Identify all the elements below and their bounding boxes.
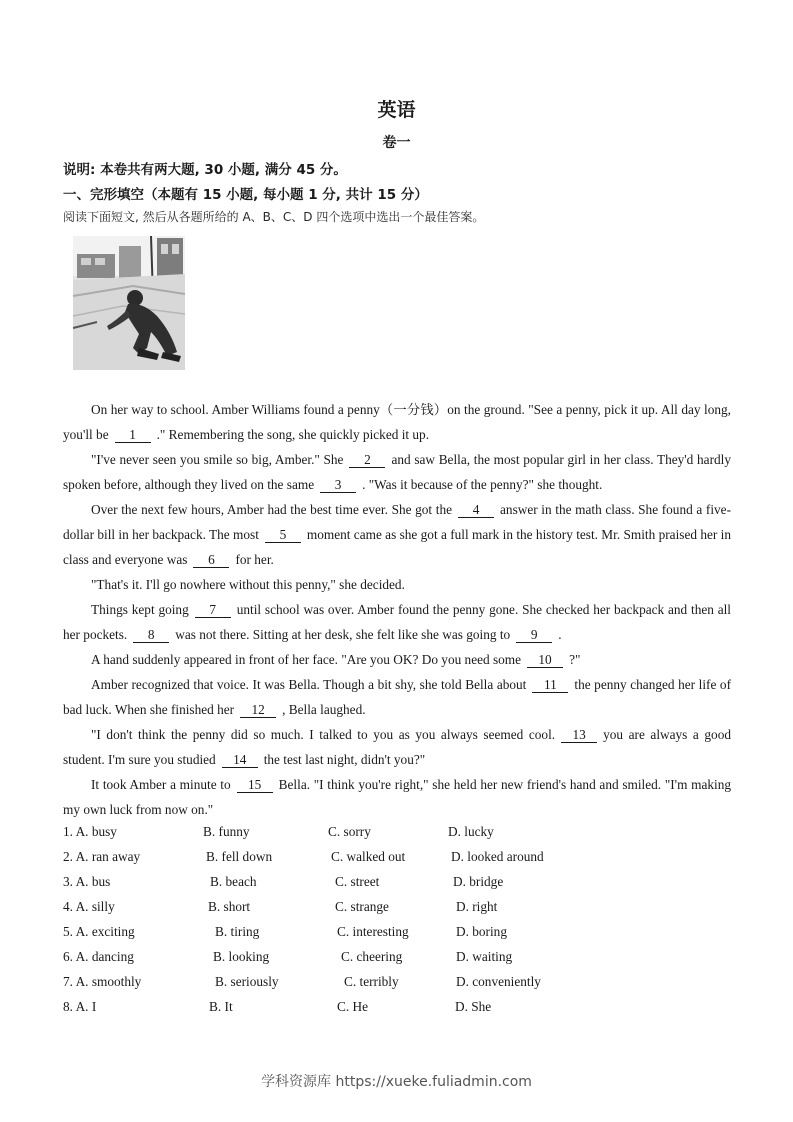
option-row bbox=[63, 919, 731, 944]
option-d: D. She bbox=[455, 999, 492, 1014]
blank-9: 9 bbox=[516, 627, 552, 643]
passage-paragraph: Things kept going 7 until school was over. Amber found the penny gone. She checked her backpack and then all her pockets. 8 was not there. Sitting at her desk, she felt like she was going to 9 . bbox=[63, 602, 731, 642]
option-a: 1. A. busy bbox=[63, 824, 117, 839]
blank-2: 2 bbox=[349, 452, 385, 468]
option-row bbox=[63, 969, 731, 994]
option-c: C. terribly bbox=[344, 974, 399, 989]
option-b: B. short bbox=[208, 899, 251, 914]
option-b: B. funny bbox=[203, 824, 250, 839]
reading-passage bbox=[63, 397, 731, 822]
blank-15: 15 bbox=[237, 777, 273, 793]
page-title: 英语 bbox=[377, 99, 416, 121]
option-d: D. bridge bbox=[453, 874, 504, 889]
option-b: B. It bbox=[209, 999, 233, 1014]
option-row bbox=[63, 894, 731, 919]
passage-paragraph: "I've never seen you smile so big, Amber." She 2 and saw Bella, the most popular girl in her class. They'd hardly spoken before, although they lived on the same 3 . "Was it because of the penny?" she thought. bbox=[63, 452, 731, 492]
blank-8: 8 bbox=[133, 627, 169, 643]
option-b: B. tiring bbox=[215, 924, 260, 939]
passage-paragraph: "I don't think the penny did so much. I talked to you as you always seemed cool. 13 you are always a good student. I'm sure you studied 14 the test last night, didn't you?" bbox=[63, 727, 731, 767]
option-b: B. looking bbox=[213, 949, 270, 964]
boy-picking-penny-illustration bbox=[73, 236, 185, 370]
passage-paragraph: Amber recognized that voice. It was Bella. Though a bit shy, she told Bella about 11 the penny changed her life of bad luck. When she finished her 12 , Bella laughed. bbox=[63, 677, 731, 717]
blank-7: 7 bbox=[195, 602, 231, 618]
passage-paragraph: It took Amber a minute to 15 Bella. "I think you're right," she held her new friend's hand and smiled. "I'm making my own luck from now on." bbox=[63, 777, 731, 817]
option-a: 2. A. ran away bbox=[63, 849, 141, 864]
option-row bbox=[63, 944, 731, 969]
option-d: D. waiting bbox=[456, 949, 513, 964]
option-c: C. cheering bbox=[341, 949, 403, 964]
section-heading: 一、完形填空（本题有 15 小题, 每小题 1 分, 共计 15 分） bbox=[63, 187, 428, 203]
blank-10: 10 bbox=[527, 652, 563, 668]
option-a: 5. A. exciting bbox=[63, 924, 135, 939]
option-row bbox=[63, 994, 731, 1019]
section-instruction: 阅读下面短文, 然后从各题所给的 A、B、C、D 四个选项中选出一个最佳答案。 bbox=[63, 210, 485, 224]
passage-paragraph: "That's it. I'll go nowhere without this penny," she decided. bbox=[91, 577, 405, 592]
passage-paragraph: A hand suddenly appeared in front of her face. "Are you OK? Do you need some 10 ?" bbox=[91, 652, 581, 667]
option-c: C. interesting bbox=[337, 924, 409, 939]
option-b: B. beach bbox=[210, 874, 257, 889]
option-row bbox=[63, 819, 731, 844]
page-subtitle: 卷一 bbox=[382, 135, 411, 151]
option-b: B. fell down bbox=[206, 849, 273, 864]
option-b: B. seriously bbox=[215, 974, 279, 989]
blank-1: 1 bbox=[115, 427, 151, 443]
option-a: 8. A. I bbox=[63, 999, 97, 1014]
option-c: C. walked out bbox=[331, 849, 406, 864]
option-c: C. He bbox=[337, 999, 369, 1014]
option-d: D. boring bbox=[456, 924, 507, 939]
footer-watermark: 学科资源库 https://xueke.fuliadmin.com bbox=[261, 1074, 532, 1090]
option-c: C. strange bbox=[335, 899, 389, 914]
option-a: 4. A. silly bbox=[63, 899, 115, 914]
blank-13: 13 bbox=[561, 727, 597, 743]
exam-note: 说明: 本卷共有两大题, 30 小题, 满分 45 分。 bbox=[63, 162, 347, 178]
option-c: C. street bbox=[335, 874, 380, 889]
passage-paragraph: Over the next few hours, Amber had the best time ever. She got the 4 answer in the math class. She found a five-dollar bill in her backpack. The most 5 moment came as she got a full mark in the history test. Mr. Smith praised her in class and everyone was 6 for her. bbox=[63, 502, 731, 567]
option-a: 7. A. smoothly bbox=[63, 974, 142, 989]
blank-14: 14 bbox=[222, 752, 258, 768]
option-d: D. looked around bbox=[451, 849, 544, 864]
blank-5: 5 bbox=[265, 527, 301, 543]
option-row bbox=[63, 844, 731, 869]
passage-paragraph: On her way to school. Amber Williams found a penny（一分钱）on the ground. "See a penny, pick it up. All day long, you'll be 1 ." Remembering the song, she quickly picked it up. bbox=[63, 402, 731, 442]
option-a: 6. A. dancing bbox=[63, 949, 134, 964]
option-a: 3. A. bus bbox=[63, 874, 111, 889]
option-d: D. lucky bbox=[448, 824, 494, 839]
option-d: D. right bbox=[456, 899, 498, 914]
option-d: D. conveniently bbox=[456, 974, 541, 989]
blank-4: 4 bbox=[458, 502, 494, 518]
blank-12: 12 bbox=[240, 702, 276, 718]
blank-11: 11 bbox=[532, 677, 568, 693]
option-row bbox=[63, 869, 731, 894]
blank-3: 3 bbox=[320, 477, 356, 493]
option-c: C. sorry bbox=[328, 824, 371, 839]
answer-options bbox=[63, 819, 731, 1019]
blank-6: 6 bbox=[193, 552, 229, 568]
